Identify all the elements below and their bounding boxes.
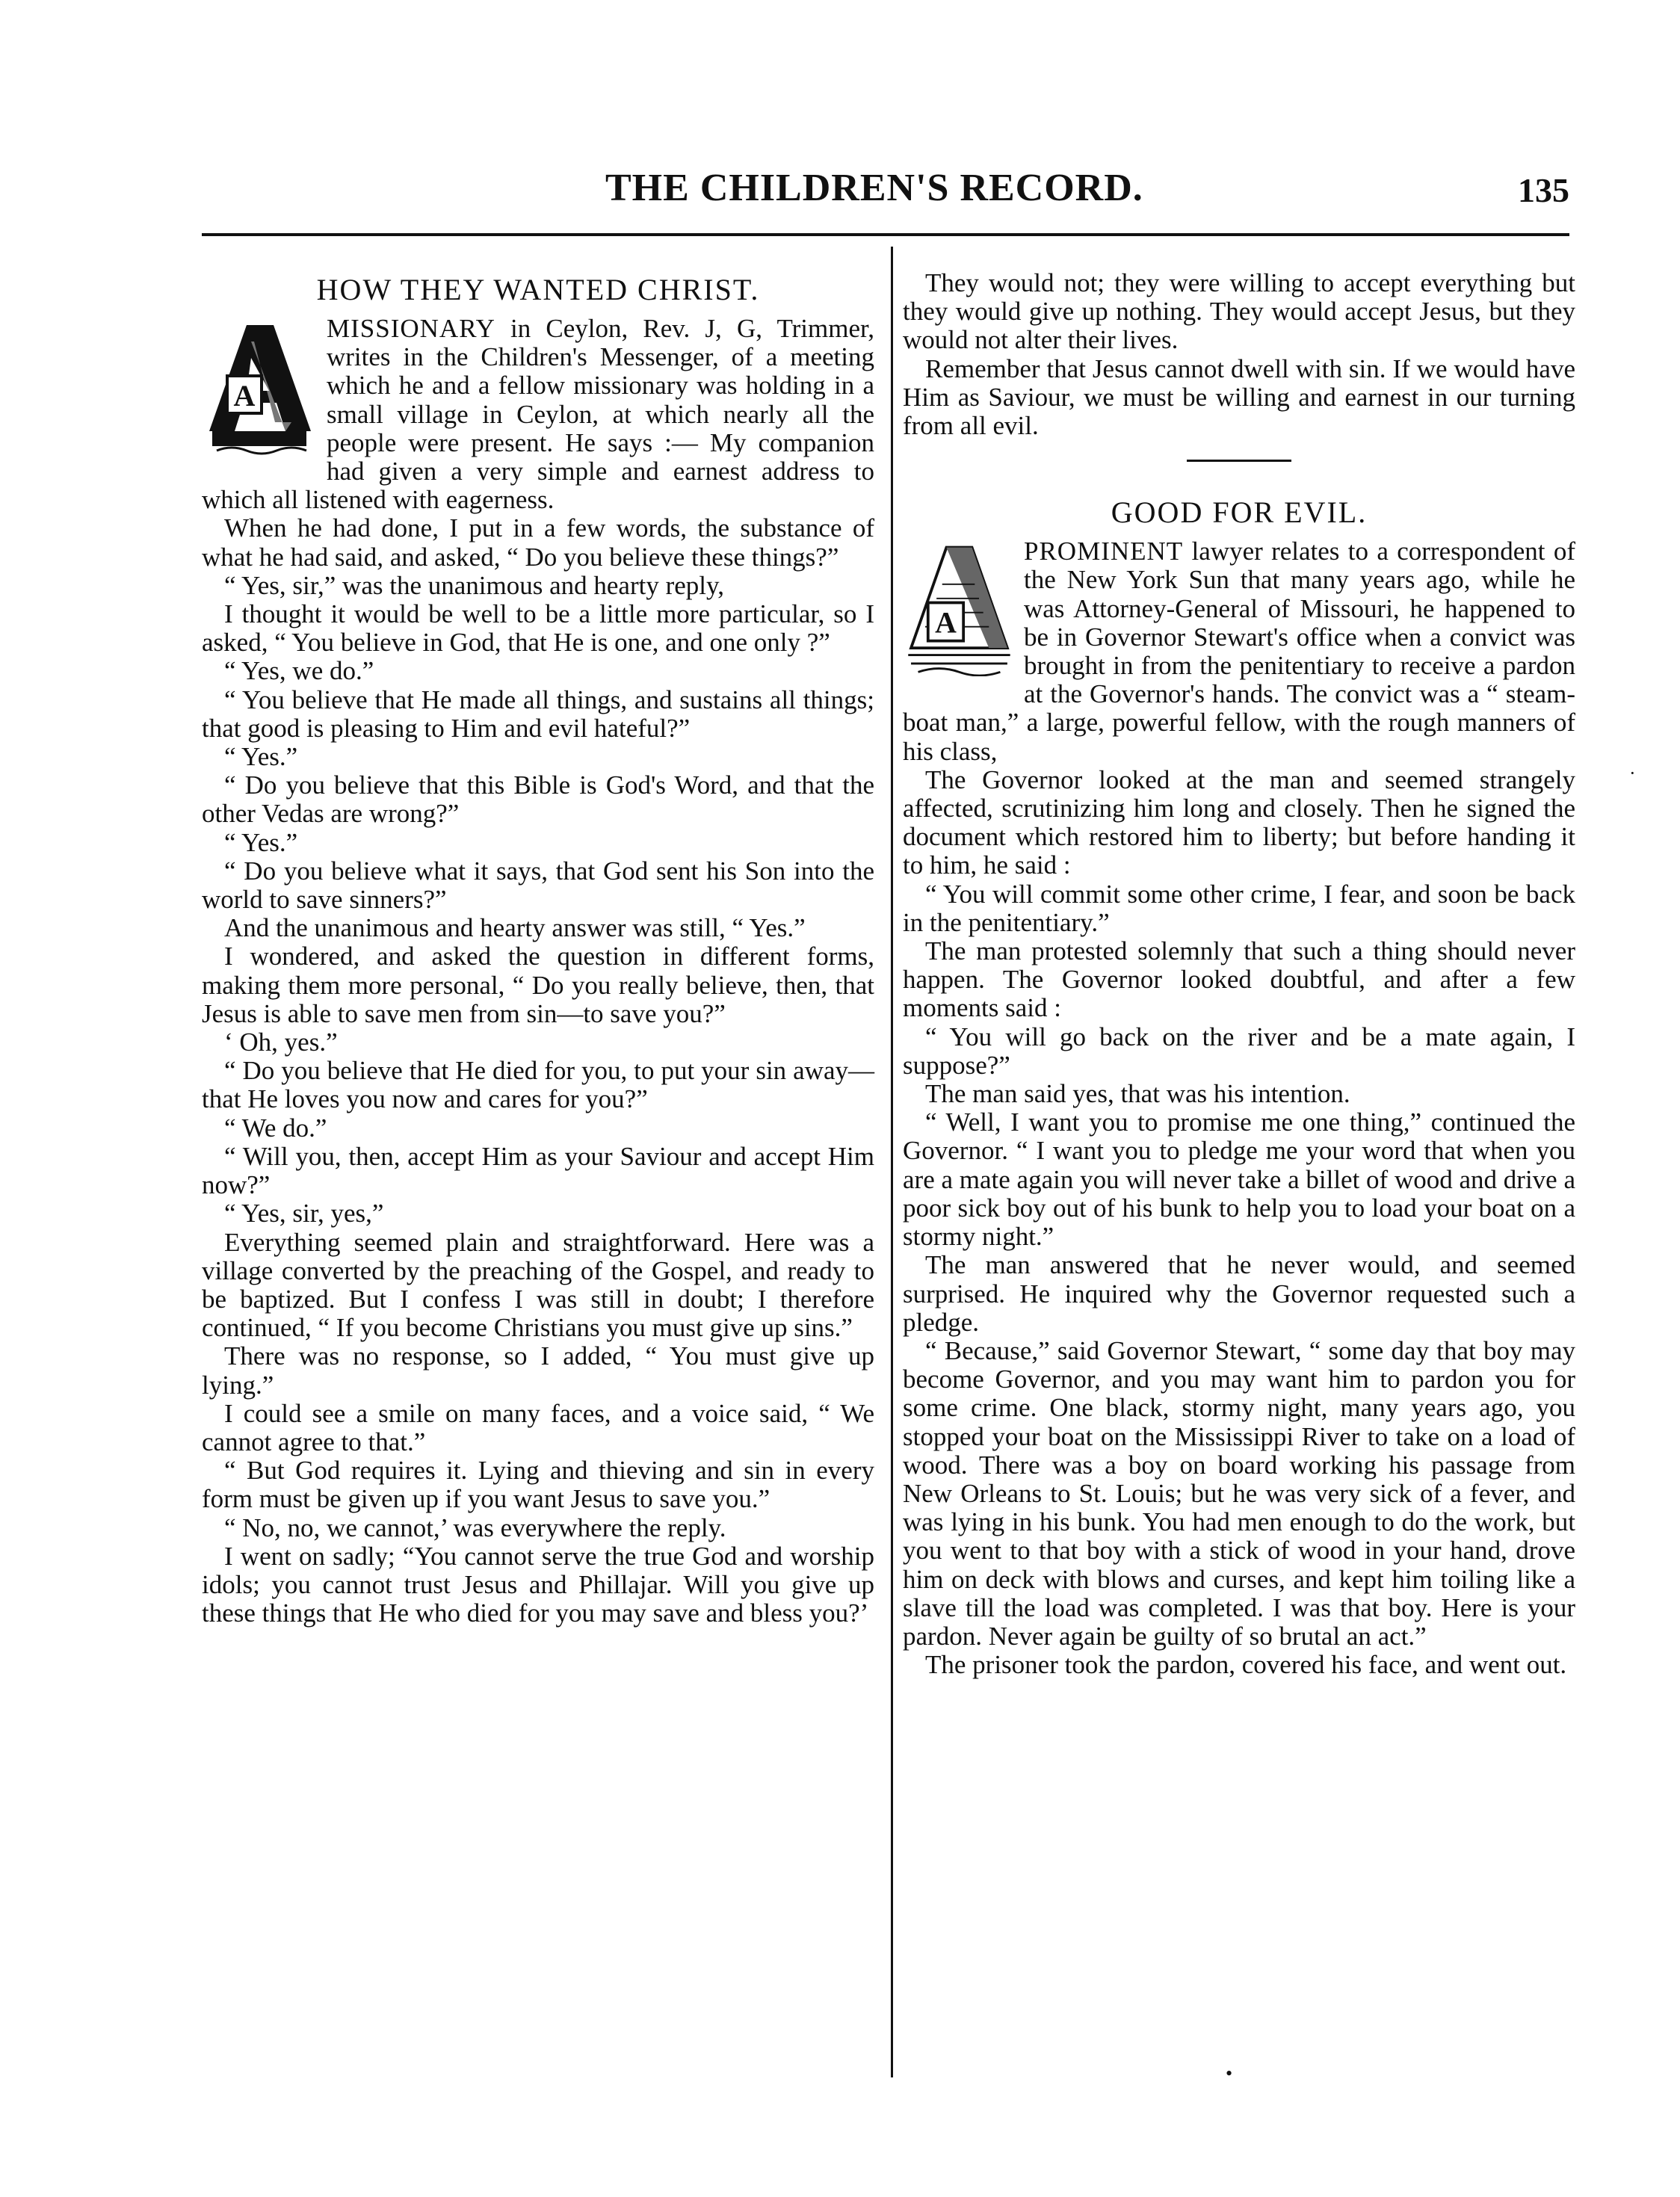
ink-speck: ·	[1629, 762, 1636, 784]
paragraph: “ Do you believe what it says, that God sent his Son into the world to save sinners?”	[202, 856, 874, 915]
right-column	[903, 269, 1575, 1679]
paragraph: “ Will you, then, accept Him as your Saviour and accept Him now?”	[202, 1141, 874, 1200]
paragraph: I wondered, and asked the question in different forms, making them more personal, “ Do you really believe, then, that Jesus is able to save men from sin—to save you?”	[202, 942, 874, 1028]
article-heading-how-they-wanted-christ: HOW THEY WANTED CHRIST.	[316, 273, 760, 306]
paragraph: When he had done, I put in a few words, the substance of what he had said, and asked, “ Do you believe these things?”	[202, 513, 874, 572]
paragraph: The Governor looked at the man and seemed strangely affected, scrutinizing him long and closely. Then he signed the document which restored him to liberty; but before handing it to him, he said :	[903, 764, 1575, 880]
lead-text: in Ceylon, Rev. J, G, Trimmer, writes in the Children's Messenger, of a meeting which he and a fellow missionary was holding in a small village in Ceylon, at which nearly all the people were present. He says :— My companion had given a very simple and earnest address to which all listened with eagerness.	[202, 314, 874, 515]
drop-cap-a-ornament	[903, 542, 1015, 676]
paragraph: The man answered that he never would, and seemed surprised. He inquired why the Governor requested such a pledge.	[903, 1250, 1575, 1337]
svg-text:A: A	[935, 606, 957, 640]
paragraph: “ But God requires it. Lying and thieving and sin in every form must be given up if you want Jesus to save you.”	[202, 1456, 874, 1514]
paragraph: “ You will commit some other crime, I fear, and soon be back in the penitentiary.”	[903, 879, 1575, 937]
paragraph: The prisoner took the pardon, covered his face, and went out.	[925, 1650, 1567, 1680]
paragraph: “ You believe that He made all things, and sustains all things; that good is pleasing to Him and evil hateful?”	[202, 685, 874, 743]
lead-word: PROMINENT	[1024, 537, 1184, 566]
paragraph: “ Do you believe that He died for you, to put your sin away—that He loves you now and cares for you?”	[202, 1056, 874, 1114]
publication-title: THE CHILDREN'S RECORD.	[605, 167, 1143, 209]
continuation-paragraph: Remember that Jesus cannot dwell with sin. If we would have Him as Saviour, we must be willing and earnest in our turning from all evil.	[903, 353, 1575, 441]
paragraph: I thought it would be well to be a little more particular, so I asked, “ You believe in God, that He is one, and one only ?”	[202, 599, 874, 658]
column-divider	[891, 247, 893, 2077]
section-divider-rule	[1187, 460, 1291, 462]
running-header	[202, 166, 1569, 218]
paragraph: “ Yes, sir,” was the unanimous and hearty reply,	[224, 570, 724, 600]
article-lead	[202, 315, 874, 514]
paragraph: I could see a smile on many faces, and a voice said, “ We cannot agree to that.”	[202, 1398, 874, 1456]
paragraph: “ Do you believe that this Bible is God's Word, and that the other Vedas are wrong?”	[202, 770, 874, 829]
paragraph: The man said yes, that was his intention.	[925, 1079, 1350, 1109]
paragraph: ‘ Oh, yes.”	[224, 1028, 338, 1057]
left-column	[202, 272, 874, 1628]
svg-text:A: A	[233, 379, 256, 412]
paragraph: “ We do.”	[224, 1113, 327, 1143]
paragraph: “ Yes, sir, yes,”	[224, 1199, 384, 1229]
paragraph: The man protested solemnly that such a thing should never happen. The Governor looked doubtful, and after a few moments said :	[903, 936, 1575, 1023]
lead-text: lawyer relates to a correspondent of the New York Sun that many years ago, while he was Attorney-General of Missouri, he happened to be in Governor Stewart's office when a convict was brought in from the penitentiary to receive a pardon at the Governor's hands. The convict was a “ steam-boat man,” a large, powerful fellow, with the rough manners of his class,	[903, 537, 1575, 766]
drop-cap-a-icon	[903, 542, 1015, 676]
paragraph: “ Yes.”	[224, 742, 298, 772]
page-number: 135	[1518, 171, 1569, 209]
ink-speck: •	[1226, 2062, 1233, 2084]
paragraph: Everything seemed plain and straightforward. Here was a village converted by the preaching of the Gospel, and ready to be baptized. But I confess I was still in doubt; I therefore continued, “ If you become Christians you must give up sins.”	[202, 1227, 874, 1343]
paragraph: There was no response, so I added, “ You must give up lying.”	[202, 1341, 874, 1400]
article-lead	[903, 537, 1575, 766]
header-rule	[202, 233, 1569, 236]
paragraph: I went on sadly; “You cannot serve the true God and worship idols; you cannot trust Jesus and Phillajar. Will you give up these things that He who died for you may save and bless you?’	[202, 1541, 874, 1628]
paragraph: “ No, no, we cannot,’ was everywhere the reply.	[224, 1512, 726, 1542]
paragraph: “ Because,” said Governor Stewart, “ some day that boy may become Governor, and you may want him to pardon you for some crime. One black, stormy night, many years ago, you stopped your boat on the Mississippi River to take on a load of wood. There was a boy on board working his passage from New Orleans to St. Louis; but he was very sick of a fever, and was lying in his bunk. You had men enough to do the work, but you went to that boy with a stick of wood in your hand, drove him on deck with blows and curses, and kept him toiling like a slave till the load was completed. I was that boy. Here is your pardon. Never again be guilty of so brutal an act.”	[903, 1335, 1575, 1651]
paragraph: “ Yes.”	[224, 827, 298, 857]
article-heading-good-for-evil: GOOD FOR EVIL.	[1111, 495, 1368, 530]
paragraph: “ Well, I want you to promise me one thing,” continued the Governor. “ I want you to pledge me your word that when you are a mate again you will never take a billet of wood and drive a poor sick boy out of his bunk to help you to load your boat on a stormy night.”	[903, 1107, 1575, 1252]
paragraph: “ Yes, we do.”	[224, 656, 374, 686]
continuation-paragraph: They would not; they were willing to accept everything but they would give up nothing. They would accept Jesus, but they would not alter their lives.	[903, 268, 1575, 355]
drop-cap-a-ornament	[202, 319, 318, 461]
drop-cap-a-icon	[202, 319, 318, 461]
paragraph: And the unanimous and hearty answer was still, “ Yes.”	[224, 913, 806, 943]
lead-word: MISSIONARY	[327, 314, 495, 343]
paragraph: “ You will go back on the river and be a mate again, I suppose?”	[903, 1022, 1575, 1080]
